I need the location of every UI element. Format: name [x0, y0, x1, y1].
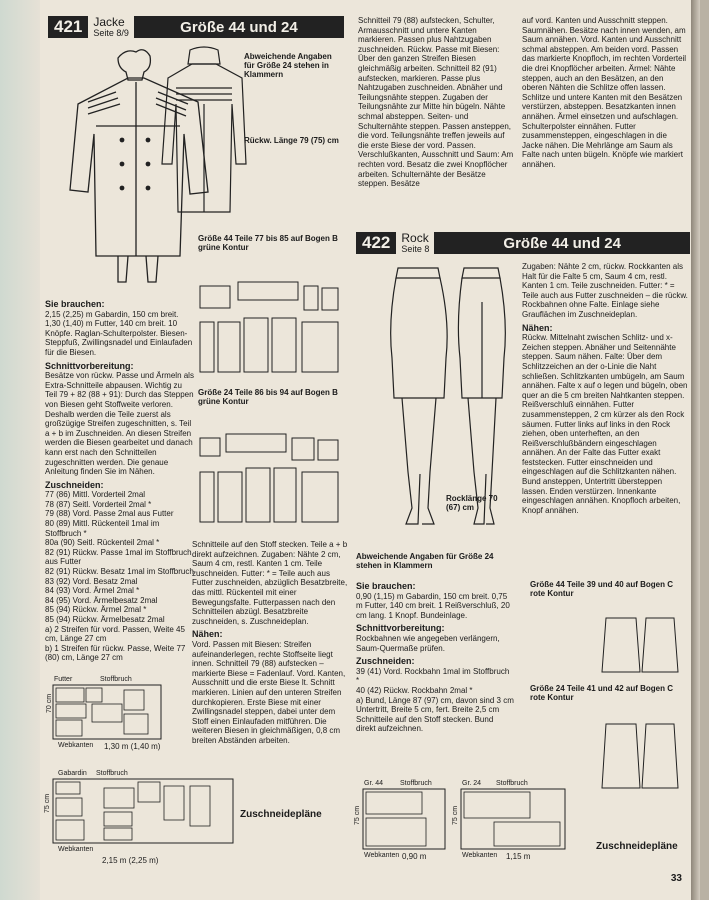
layout1-width: 1,30 m (1,40 m): [104, 742, 161, 751]
skirt-layout-44-selvage: Webkanten: [364, 852, 400, 859]
size-note: Abweichende Angaben für Größe 24 stehen in Klammern: [356, 552, 494, 570]
layout2-label-gabardin: Gabardin: [58, 770, 87, 777]
pattern-422-header: [356, 232, 690, 254]
layout2-selvage: Webkanten: [58, 846, 94, 853]
list-item: 82 (91) Rückw. Besatz 1mal im Stoffbruch: [45, 567, 194, 577]
skirt-layout-24-height: 75 cm: [452, 805, 460, 826]
skirt-layout-24-selvage: Webkanten: [462, 852, 498, 859]
cutting-plans-label: Zuschneidepläne: [240, 809, 322, 820]
allowance-text: Zugaben: Nähte 2 cm, rückw. Rockkanten als Halt für die Falte 5 cm, Saum 4 cm, restl. Kanten 1 cm. Teile zuschneiden. Futter: * = Teile auch aus Futter zuschneiden – die rückw. Rockbahnen ohne Falte. Einlage siehe Grauflächen im Zuschneideplan.: [522, 262, 688, 319]
layout1-label-futter: Futter: [54, 676, 73, 683]
prep-heading: Schnittvorbereitung:: [45, 360, 134, 371]
skirt-cutting-plan-24: [460, 788, 566, 850]
skirt-length: Rocklänge 70 (67) cm: [446, 494, 498, 512]
size-24-heading: Größe 24 Teile 41 und 42 auf Bogen C rote Kontur: [530, 684, 673, 702]
size-44-heading: Größe 44 Teile 39 und 40 auf Bogen C rote Kontur: [530, 580, 673, 598]
pattern-title: Jacke: [93, 15, 125, 29]
prep-text: Rockbahnen wie angegeben verlängern, Saum-Quermaße prüfen.: [356, 633, 500, 653]
pattern-421-header: [48, 16, 344, 38]
list-item: 80a (90) Seitl. Rückenteil 2mal *: [45, 538, 160, 548]
skirt-layout-44-height: 75 cm: [354, 805, 362, 826]
size-44-heading: Größe 44 Teile 77 bis 85 auf Bogen B grüne Kontur: [198, 234, 338, 252]
pattern-title: Rock: [401, 231, 429, 245]
list-item: 84 (93) Vord. Ärmel 2mal *: [45, 586, 140, 596]
list-item: 40 (42) Rückw. Rockbahn 2mal *: [356, 685, 473, 695]
page-number: 33: [670, 873, 682, 884]
pattern-number: 422: [356, 232, 396, 254]
sewing-heading: Nähen:: [522, 322, 553, 333]
materials-text: 2,15 (2,25) m Gabardin, 150 cm breit. 1,30 (1,40) m Futter, 140 cm breit. 10 Knöpfe. Raglan-Schulterpolster. Biesen-Steppfuß, Zwillingsnadel und Einlaufaden für die Biesen.: [45, 309, 193, 357]
pattern-page-ref: Seite 8/9: [93, 28, 129, 38]
pattern-421-text-middle-top: [358, 16, 516, 191]
list-item: 84 (95) Vord. Ärmelbesatz 2mal: [45, 595, 158, 605]
jacket-back-sketch: [160, 44, 250, 224]
skirt-layout-24-width: 1,15 m: [506, 852, 531, 861]
layout2-width: 2,15 m (2,25 m): [102, 856, 159, 865]
layout1-selvage: Webkanten: [58, 742, 94, 749]
list-item: 78 (87) Seitl. Vorderteil 2mal *: [45, 499, 152, 509]
list-item: b) 1 Streifen für rückw. Passe, Weite 77 (80) cm, Länge 27 cm: [45, 643, 186, 663]
pattern-page-ref: Seite 8: [401, 244, 430, 254]
size-24-heading: Größe 24 Teile 86 bis 94 auf Bogen B grüne Kontur: [198, 388, 338, 406]
spine-pattern: [0, 0, 40, 900]
cutting-plan-lining: [52, 684, 162, 740]
pattern-number: 421: [48, 16, 88, 38]
layout2-label-fold: Stoffbruch: [96, 770, 128, 777]
skirt-pieces-44: [596, 614, 686, 676]
list-item: a) 2 Streifen für vord. Passen, Weite 45 cm, Länge 27 cm: [45, 624, 185, 644]
sewing-text: Rückw. Mittelnaht zwischen Schlitz- und x-Zeichen steppen. Abnäher und Seitennähte steppen. Saum nähen. Falte: Über dem Schlitzzeichen an der o-Linie die Naht schließen. Schlitzkanten umbügeln, am Saum annähen. Falte x auf o legen und bügeln, oben quer an die 5 cm breiten Nahtkanten steppen. Reißverschluß einnähen. Futter zusammensteppen, 2 cm kürzer als den Rock säumen. Futter links auf links in den Rock ziehen, oben unterheften, an den Reißverschlußbändern eingeschlagen annähen. An der Falte das Futter exakt feststecken. Futter einschneiden und eingeschlagen auf die Schlitzkanten nähen. Bund ansteppen, Untertritt übersteppen lassen. Enden verstürzen. Innenkante eingeschlagen annähen. Knopfloch arbeiten, Knopf annähen.: [522, 333, 688, 515]
sewing-heading: Nähen:: [192, 629, 223, 640]
cutting-heading: Zuschneiden:: [356, 656, 415, 667]
pattern-421-text-right: [522, 16, 688, 172]
layout1-height: 70 cm: [46, 693, 54, 714]
materials-heading: Sie brauchen:: [356, 581, 416, 591]
list-item: 85 (94) Rückw. Ärmel 2mal *: [45, 605, 147, 615]
pattern-422-text-left: [356, 578, 514, 736]
cutting-end-text: Schnitteile auf den Stoff stecken. Bund direkt aufzeichnen.: [356, 714, 494, 734]
pieces-size-44: [198, 276, 342, 376]
list-item: 83 (92) Vord. Besatz 2mal: [45, 576, 138, 586]
cutting-plan-fabric: [52, 778, 234, 844]
prep-text: Besätze von rückw. Passe und Ärmeln als Extra-Schnitteile abpausen. Wichtig zu Teil 79 + 82 (88 + 91): Durch das Steppen von Biesen geht Stoffweite verloren. Deshalb werden die Teile zuerst als großzügige Streifen zugeschnitten, s. Teil a + b im Zuschneiden. An diesen Streifen werden die Biesen gearbeitet und danach kann erst nach den Schnitteilen zugeschnitten werden. Die genaue Anleitung finden Sie im Nähen.: [45, 371, 194, 477]
skirt-sketches: [378, 262, 518, 532]
sewing-text-end: auf vord. Kanten und Ausschnitt steppen. Saumnähen. Besätze nach innen wenden, am Saum annähen. Vord. Kanten und Ausschnitt schmal absteppen. Am beiden vord. Passen das markierte Knopfloch, im rechten Vorderteil die drei Knopflöcher arbeiten. Ärmel: Nähte steppen, auch an den Besätzen, an den oberen Nähten die Schlitze offen lassen. Schlitze und untere Kanten mit den Besätzen verstürzen, absteppen. Besatzkanten innen annähen. Ärmel einsetzen und aufschlagen. Schulterpolster einnähen. Futter zusammensteppen, eingeschlagen in die Jacke nähen. Die Mehrlänge am Saum als Falte nach unten bügeln. Knöpfe wie markiert annähen.: [522, 16, 687, 169]
skirt-layout-44-width: 0,90 m: [402, 852, 427, 861]
list-item: 79 (88) Vord. Passe 2mal aus Futter: [45, 509, 174, 519]
materials-heading: Sie brauchen:: [45, 299, 105, 309]
prep-heading: Schnittvorbereitung:: [356, 623, 445, 634]
skirt-layout-44-label: Gr. 44: [364, 780, 384, 787]
pattern-422-text-right: [522, 262, 688, 517]
materials-text: 0,90 (1,15) m Gabardin, 150 cm breit. 0,75 m Futter, 140 cm breit. 1 Reißverschluß, 20 cm lang. 1 Knopf. Bundeinlage.: [356, 591, 510, 620]
sewing-text-continued: Schnitteil 79 (88) aufstecken, Schulter, Armausschnitt und untere Kanten markieren. Passen plus Nahtzugaben zuschneiden. Rückw. Passe mit Biesen: Über den ganzen Streifen Biesen gleichmäßig arbeiten. Schnitteil 82 (91) aufstecken, markieren. Passe plus Nahtzugaben zuschneiden. Abnäher und Teilungsnähte steppen. Zugaben der Teilungsnähte zur Mitte hin bügeln. Nähte schmal absteppen. Seiten- und Schulternähte steppen. Passen ansteppen, die vord. Teilungsnähte treffen jeweils auf die erste Biese der vord. Passen. Verschlußkanten, Ausschnitt und Saum: Am rechten vord. Besatz die zwei Knopflöcher arbeiten. Schulternähte der Besätze steppen. Besätze: [358, 16, 514, 189]
page-edge: [691, 0, 700, 900]
cutting-plans-label: Zuschneidepläne: [596, 841, 678, 852]
cutting-list: [356, 667, 514, 715]
size-heading: Größe 44 und 24: [434, 232, 690, 254]
cutting-list: [45, 490, 195, 663]
pieces-size-24: [198, 428, 342, 528]
skirt-pieces-24: [596, 720, 686, 792]
list-item: 80 (89) Mittl. Rückenteil 1mal im Stoffbruch *: [45, 519, 160, 538]
list-item: 85 (94) Rückw. Ärmelbesatz 2mal: [45, 615, 165, 624]
cut-continued-text: Schnitteile auf den Stoff stecken. Teile a + b direkt aufzeichnen. Zugaben: Nähte 2 cm, Saum 4 cm, restl. Kanten 1 cm. Teile zuschneiden. Futter: * = Teile auch aus Futter zuschneiden, abzüglich Besatzbreite, das mittl. Rückenteil mit einer Bewegungsfalte. Futterpassen nach den Schnitteilen abzügl. Besatzbreite zuschneiden, s. Zuschneideplan.: [192, 540, 348, 626]
list-item: 82 (91) Rückw. Passe 1mal im Stoffbruch aus Futter: [45, 547, 192, 567]
skirt-cutting-plan-44: [362, 788, 446, 850]
list-item: 77 (86) Mittl. Vorderteil 2mal: [45, 490, 146, 500]
sewing-text: Vord. Passen mit Biesen: Streifen aufeinanderlegen, rechte Stoffseite liegt innen. Schnitteil 79 (88) aufstecken – markierte Biese = Fadenlauf. Vord. Kanten, Ausschnitt und die erste Biese lt. Schnitt markieren. Linien auf den unteren Streifen durchkopieren. Erste Biese mit einer Zwillingsnadel steppen, dabei unter dem Stoff einen Einlaufaden mitführen. Die weiteren Biesen in gleichmäßigen, 0,8 cm breiten Abständen arbeiten.: [192, 639, 346, 745]
size-heading: Größe 44 und 24: [134, 16, 344, 38]
pattern-421-text-middle-low: [192, 540, 350, 747]
list-item: 39 (41) Vord. Rockbahn 1mal im Stoffbruch *: [356, 666, 510, 686]
back-length: Rückw. Länge 79 (75) cm: [244, 136, 339, 145]
cutting-heading: Zuschneiden:: [45, 479, 104, 490]
pattern-421-text-left: [45, 296, 195, 663]
skirt-layout-24-fold: Stoffbruch: [496, 780, 528, 787]
layout1-label-fold: Stoffbruch: [100, 676, 132, 683]
skirt-layout-24-label: Gr. 24: [462, 780, 482, 787]
skirt-layout-44-fold: Stoffbruch: [400, 780, 432, 787]
size-note: Abweichende Angaben für Größe 24 stehen in Klammern: [244, 52, 332, 79]
layout2-height: 75 cm: [44, 793, 52, 814]
list-item: a) Bund, Länge 87 (97) cm, davon sind 3 cm Untertritt, Breite 5 cm, fert. Breite 2,5 cm: [356, 695, 514, 715]
